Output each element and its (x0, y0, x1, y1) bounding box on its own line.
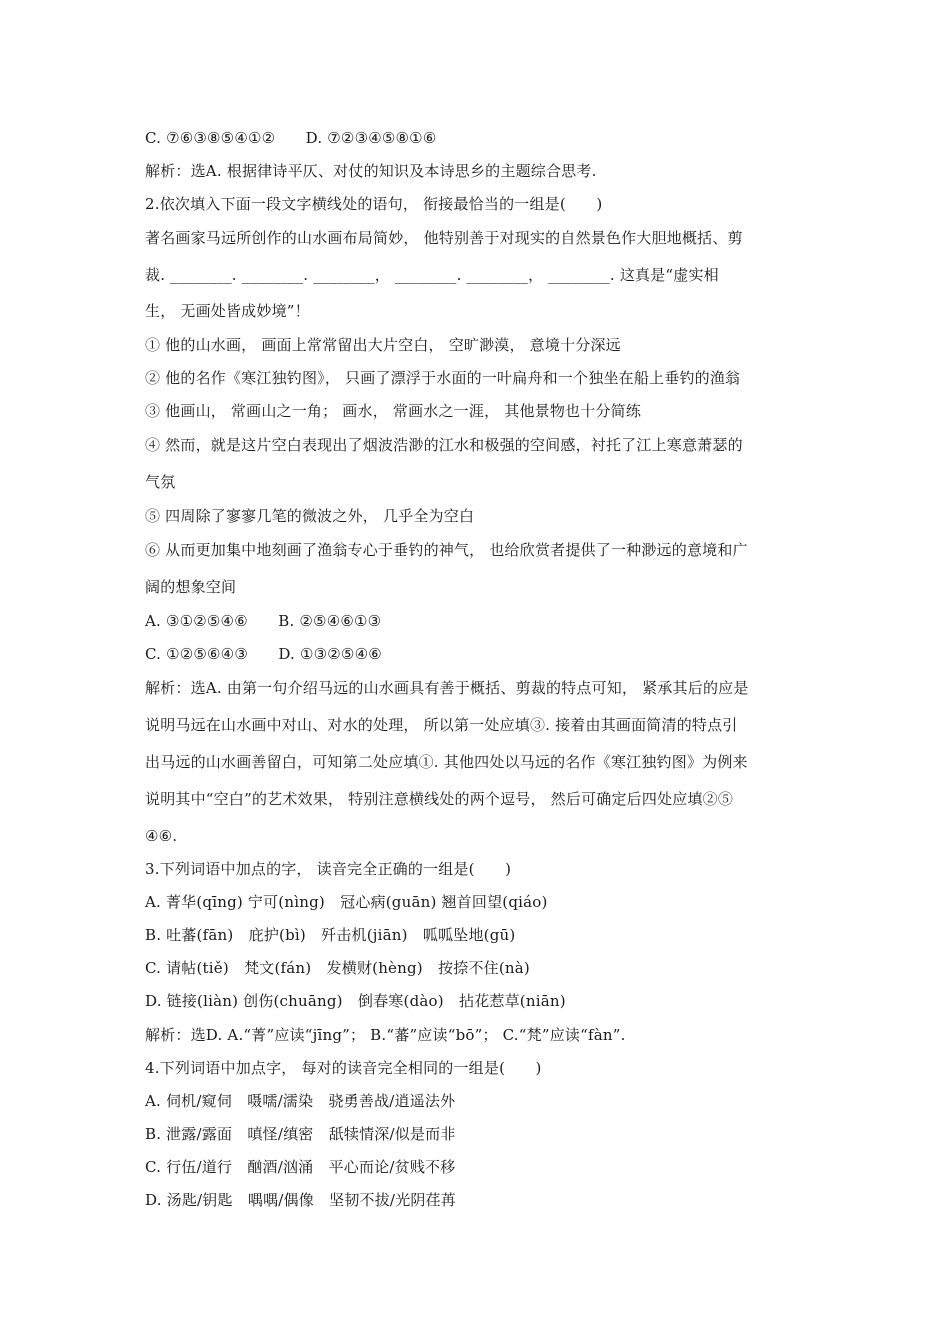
q2-question: 2.依次填入下面一段文字横线处的语句， 衔接最恰当的一组是( ) (145, 195, 603, 213)
q2-passage-line-3: 生， 无画处皆成妙境”！ (145, 302, 310, 320)
q2-options-cd: C. ①②⑤⑥④③ D. ①③②⑤④⑥ (145, 645, 382, 663)
q2-analysis-line-1: 解析：选A. 由第一句介绍马远的山水画具有善于概括、剪裁的特点可知， 紧承其后的应是 (145, 679, 749, 697)
q3-analysis: 解析：选D. A.“菁”应读“jīng”； B.“蕃”应读“bō”； C.“梵”应读“fàn”. (145, 1026, 626, 1044)
q2-item-6-line-2: 阔的想象空间 (145, 578, 237, 596)
q2-item-6-line-1: ⑥ 从而更加集中地刻画了渔翁专心于垂钓的神气， 也给欣赏者提供了一种渺远的意境和广 (145, 541, 748, 559)
q2-options-ab: A. ③①②⑤④⑥ B. ②⑤④⑥①③ (145, 612, 382, 630)
q2-item-5: ⑤ 四周除了寥寥几笔的微波之外， 几乎全为空白 (145, 507, 475, 525)
q4-question: 4.下列词语中加点字， 每对的读音完全相同的一组是( ) (145, 1059, 542, 1077)
q4-option-a: A. 伺机/窥伺 嗫嚅/濡染 骁勇善战/逍遥法外 (145, 1092, 456, 1110)
q3-option-b: B. 吐蕃(fān) 庇护(bì) 歼击机(jiān) 呱呱坠地(gū) (145, 926, 516, 944)
q1-options-cd: C. ⑦⑥③⑧⑤④①② D. ⑦②③④⑤⑧①⑥ (145, 129, 437, 147)
q3-option-d: D. 链接(liàn) 创伤(chuāng) 倒春寒(dào) 拈花惹草(niān) (145, 992, 566, 1010)
q2-item-2: ② 他的名作《寒江独钓图》， 只画了漂浮于水面的一叶扁舟和一个独坐在船上垂钓的渔翁 (145, 369, 741, 387)
q3-option-a: A. 菁华(qīng) 宁可(nìng) 冠心病(guān) 翘首回望(qiáo) (145, 893, 548, 911)
q2-item-4-line-1: ④ 然而，就是这片空白表现出了烟波浩渺的江水和极强的空间感，衬托了江上寒意萧瑟的 (145, 436, 743, 454)
q4-option-b: B. 泄露/露面 嗔怪/缜密 舐犊情深/似是而非 (145, 1125, 456, 1143)
q2-item-3: ③ 他画山， 常画山之一角； 画水， 常画水之一涯， 其他景物也十分简练 (145, 402, 642, 420)
q2-analysis-line-2: 说明马远在山水画中对山、对水的处理， 所以第一处应填③. 接着由其画面简清的特点引 (145, 716, 738, 734)
q2-analysis-line-3: 出马远的山水画善留白，可知第二处应填①. 其他四处以马远的名作《寒江独钓图》为例来 (145, 753, 748, 771)
q2-passage-line-1: 著名画家马远所创作的山水画布局简妙， 他特别善于对现实的自然景色作大胆地概括、剪 (145, 229, 743, 247)
q2-analysis-line-4: 说明其中“空白”的艺术效果， 特别注意横线处的两个逗号， 然后可确定后四处应填②⑤ (145, 790, 734, 808)
q3-question: 3.下列词语中加点的字， 读音完全正确的一组是( ) (145, 860, 512, 878)
q4-option-c: C. 行伍/道行 酗酒/汹涌 平心而论/贫贱不移 (145, 1158, 456, 1176)
q2-passage-line-2: 裁. ________. ________. ________， ________. ________， ________. 这真是“虚实相 (145, 266, 719, 284)
q1-analysis: 解析：选A. 根据律诗平仄、对仗的知识及本诗思乡的主题综合思考. (145, 162, 597, 180)
q4-option-d: D. 汤匙/钥匙 喁喁/偶像 坚韧不拔/光阴荏苒 (145, 1191, 456, 1209)
q2-item-1: ① 他的山水画， 画面上常常留出大片空白， 空旷渺漠， 意境十分深远 (145, 336, 621, 354)
q2-analysis-line-5: ④⑥. (145, 827, 178, 845)
q2-item-4-line-2: 气氛 (145, 473, 176, 491)
q3-option-c: C. 请帖(tiě) 梵文(fán) 发横财(hèng) 按捺不住(nà) (145, 959, 530, 977)
